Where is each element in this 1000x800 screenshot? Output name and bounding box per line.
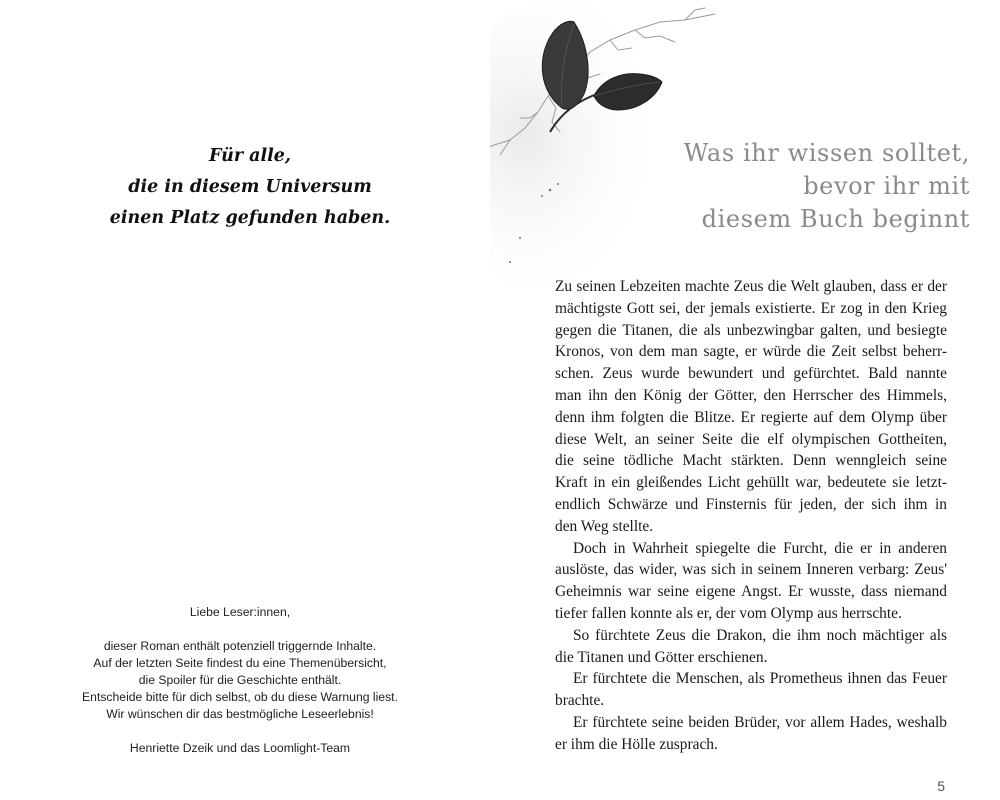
dedication-line: einen Platz gefunden haben.	[109, 208, 391, 228]
body-line: Zu seinen Lebzeiten machte Zeus die Welt glauben, dass er der	[555, 278, 947, 295]
body-line: schen. Zeus wurde bewundert und gefürchtet. Bald nannte	[555, 365, 947, 383]
body-line: die Titanen und Götter erschienen.	[555, 648, 768, 666]
body-line: Er fürchtete die Menschen, als Prometheus ihnen das Feuer	[573, 670, 947, 688]
content-warning	[30, 604, 450, 757]
warning-line: Auf der letzten Seite findest du eine Themenübersicht,	[93, 656, 387, 670]
dedication-line: die in diesem Universum	[128, 177, 372, 197]
body-line: die seine tödliche Macht stärkten. Denn wenngleich seine	[555, 452, 947, 470]
left-page	[0, 0, 490, 800]
dedication	[40, 141, 460, 234]
body-line: er ihm die Hölle zusprach.	[555, 735, 718, 753]
chapter-title-line: Was ihr wissen solltet,	[683, 139, 970, 167]
body-line: Kronos, von dem man sagte, er würde die Zeit selbst beherr-	[555, 343, 947, 361]
body-line: mächtigste Gott sei, der jemals existierte. Er zog in den Krieg	[555, 299, 947, 317]
body-line: auslöste, das wider, was sich in seinem Inneren verbarg: Zeus'	[555, 561, 947, 579]
body-line: brachte.	[555, 692, 605, 710]
warning-line: die Spoiler für die Geschichte enthält.	[138, 673, 342, 687]
body-line: endlich Schwärze und Finsternis für jeden, der sich ihm in	[555, 495, 947, 513]
body-line: Kraft in ein gleißendes Licht gehüllt war, bedeutete sie letzt-	[555, 474, 947, 492]
warning-line: dieser Roman enthält potenziell triggernde Inhalte.	[103, 639, 377, 653]
body-line: denn ihm folgten die Blitze. Er regierte auf dem Olymp über	[555, 408, 947, 426]
warning-line: Entscheide bitte für dich selbst, ob du diese Warnung liest.	[82, 690, 398, 704]
warning-signature: Henriette Dzeik und das Loomlight-Team	[129, 741, 351, 755]
warning-line: Wir wünschen dir das bestmögliche Leseerlebnis!	[106, 707, 374, 721]
body-line: Doch in Wahrheit spiegelte die Furcht, die er in anderen	[573, 539, 947, 557]
chapter-title	[550, 137, 970, 236]
chapter-title-line: diesem Buch beginnt	[701, 205, 970, 233]
body-line: Geheimnis war seine eigene Angst. Er wusste, dass niemand	[555, 583, 947, 601]
warning-greeting: Liebe Leser:innen,	[189, 605, 291, 619]
body-line: tiefer fallen konnte als er, der vom Olymp aus herrschte.	[555, 604, 902, 622]
body-line: Er fürchtete seine beiden Brüder, vor allem Hades, weshalb	[573, 713, 947, 731]
body-text	[555, 276, 947, 756]
right-page	[490, 0, 1000, 800]
body-line: So fürchtete Zeus die Drakon, die ihm noch mächtiger als	[573, 626, 947, 644]
dedication-line: Für alle,	[208, 146, 291, 166]
body-line: diese Welt, an seiner Seite die elf olympischen Gottheiten,	[555, 430, 947, 448]
body-line: gegen die Titanen, die als unbezwingbar galten, und besiegte	[555, 321, 947, 339]
page-number: 5	[937, 778, 945, 794]
body-line: den Weg stellte.	[555, 517, 654, 535]
body-line: man ihn den König der Götter, den Herrscher des Himmels,	[555, 386, 947, 404]
chapter-title-line: bevor ihr mit	[803, 172, 970, 200]
